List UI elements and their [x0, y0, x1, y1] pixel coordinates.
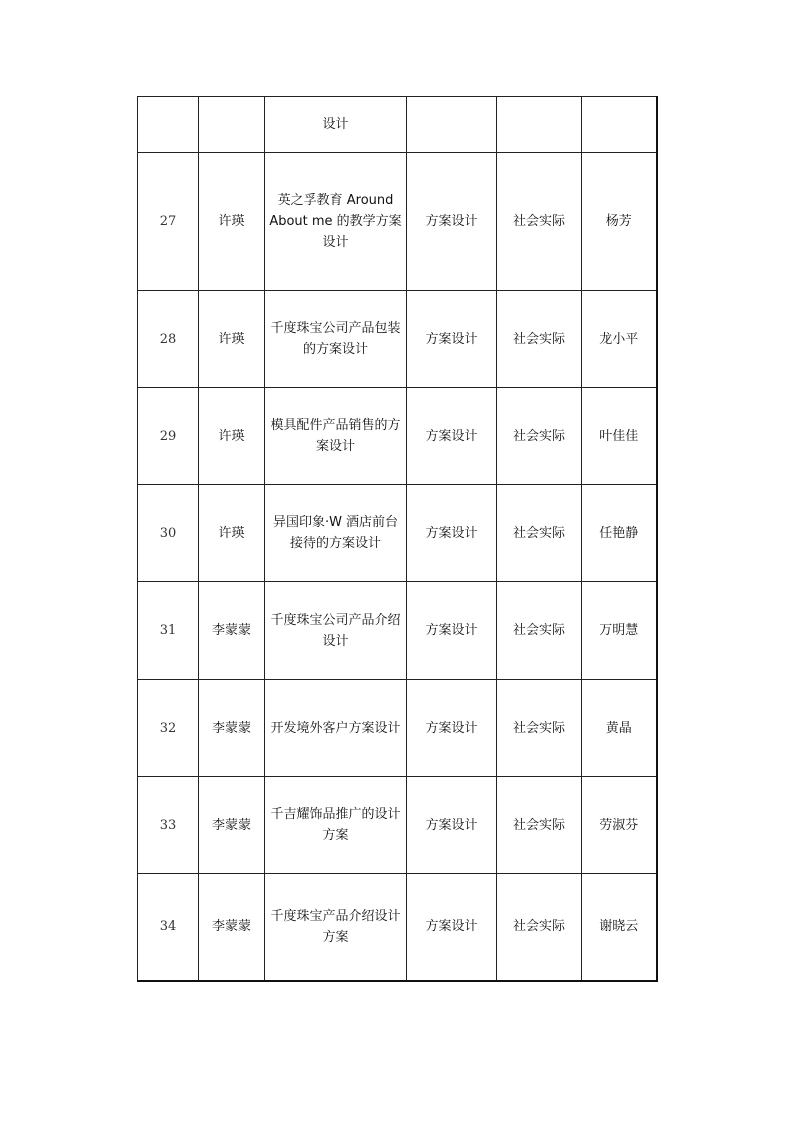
row-number: 34: [138, 874, 199, 981]
student-cell: 黄晶: [582, 680, 657, 777]
topic-cell: 千度珠宝公司产品包装的方案设计: [265, 291, 407, 388]
row-number: 27: [138, 153, 199, 291]
table-row: [138, 777, 657, 874]
topic-cell: 异国印象·W 酒店前台接待的方案设计: [265, 485, 407, 582]
table-row: [138, 388, 657, 485]
table-row: [138, 680, 657, 777]
advisor-cell: 李蒙蒙: [199, 777, 265, 874]
table-row: [138, 153, 657, 291]
student-cell: 杨芳: [582, 153, 657, 291]
type-cell: 方案设计: [407, 777, 497, 874]
advisor-cell: 许瑛: [199, 388, 265, 485]
student-cell: 叶佳佳: [582, 388, 657, 485]
type-cell: 方案设计: [407, 485, 497, 582]
advisor-cell: 李蒙蒙: [199, 582, 265, 680]
row-number: 29: [138, 388, 199, 485]
type-cell: [407, 97, 497, 153]
type-cell: 方案设计: [407, 874, 497, 981]
type-cell: 方案设计: [407, 153, 497, 291]
advisor-cell: 许瑛: [199, 485, 265, 582]
topic-cell: 千吉耀饰品推广的设计方案: [265, 777, 407, 874]
topic-cell: 英之孚教育 Around About me 的教学方案设计: [265, 153, 407, 291]
topic-cell: 设计: [265, 97, 407, 153]
type-cell: 方案设计: [407, 388, 497, 485]
source-cell: [497, 97, 582, 153]
row-number: 33: [138, 777, 199, 874]
row-number: 32: [138, 680, 199, 777]
row-number: 30: [138, 485, 199, 582]
advisor-cell: 许瑛: [199, 153, 265, 291]
source-cell: 社会实际: [497, 777, 582, 874]
source-cell: 社会实际: [497, 680, 582, 777]
type-cell: 方案设计: [407, 680, 497, 777]
table-row: [138, 97, 657, 153]
topic-cell: 模具配件产品销售的方案设计: [265, 388, 407, 485]
topic-cell: 千度珠宝公司产品介绍设计: [265, 582, 407, 680]
table-row: [138, 485, 657, 582]
source-cell: 社会实际: [497, 153, 582, 291]
student-cell: [582, 97, 657, 153]
topic-cell: 开发境外客户方案设计: [265, 680, 407, 777]
row-number: 28: [138, 291, 199, 388]
row-number: 31: [138, 582, 199, 680]
student-cell: 任艳静: [582, 485, 657, 582]
source-cell: 社会实际: [497, 388, 582, 485]
thesis-topic-table: [137, 96, 658, 982]
type-cell: 方案设计: [407, 582, 497, 680]
table-row: [138, 291, 657, 388]
student-cell: 谢晓云: [582, 874, 657, 981]
source-cell: 社会实际: [497, 485, 582, 582]
student-cell: 龙小平: [582, 291, 657, 388]
table-row: [138, 582, 657, 680]
student-cell: 劳淑芬: [582, 777, 657, 874]
topic-cell: 千度珠宝产品介绍设计方案: [265, 874, 407, 981]
student-cell: 万明慧: [582, 582, 657, 680]
advisor-cell: 李蒙蒙: [199, 680, 265, 777]
type-cell: 方案设计: [407, 291, 497, 388]
row-number: [138, 97, 199, 153]
source-cell: 社会实际: [497, 874, 582, 981]
advisor-cell: 许瑛: [199, 291, 265, 388]
table-row: [138, 874, 657, 981]
source-cell: 社会实际: [497, 291, 582, 388]
advisor-cell: [199, 97, 265, 153]
advisor-cell: 李蒙蒙: [199, 874, 265, 981]
source-cell: 社会实际: [497, 582, 582, 680]
